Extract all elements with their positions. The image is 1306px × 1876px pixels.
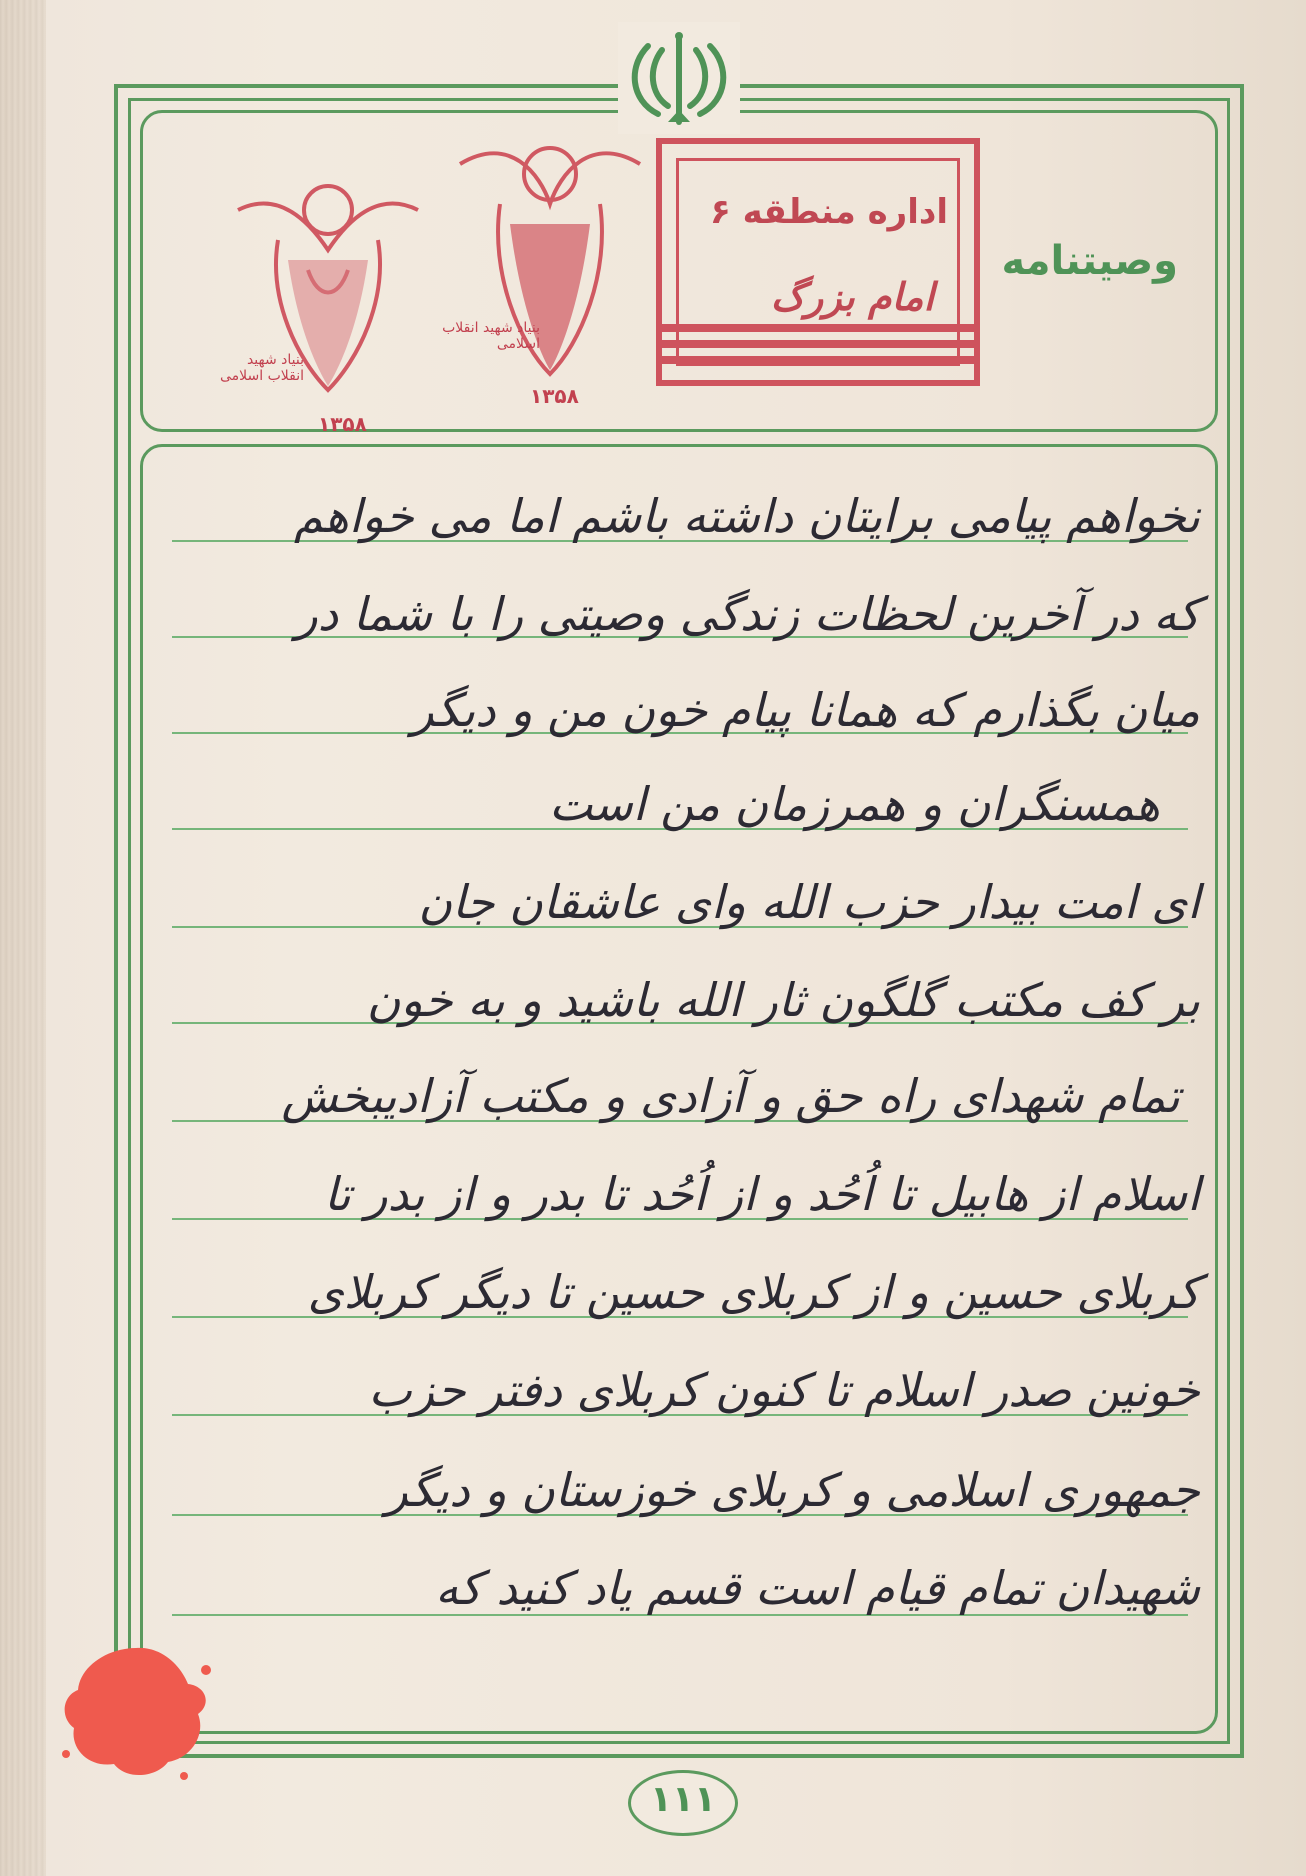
page-stack-edge [0, 0, 46, 1876]
office-stamp-line-1: اداره منطقه ۶ [710, 192, 948, 232]
page-number: ۱۱۱ [650, 1779, 716, 1820]
handwritten-line: تمام شهدای راه حق و آزادی و مکتب آزادیبخش [281, 1069, 1180, 1123]
martyrs-foundation-seal-icon [440, 114, 660, 404]
seal-caption: بنیاد شهید انقلاب اسلامی [220, 352, 304, 384]
handwritten-line: اسلام از هابیل تا اُحُد و از اُحُد تا بدر و از بدر تا [323, 1167, 1200, 1221]
handwritten-line: که در آخرین لحظات زندگی وصیتی را با شما در [295, 587, 1200, 641]
handwritten-line: جمهوری اسلامی و کربلای خوزستان و دیگر [385, 1463, 1200, 1517]
seal-year: ۱۳۵۸ [530, 384, 579, 408]
handwritten-line: ای امت بیدار حزب الله وای عاشقان جان [418, 875, 1200, 929]
handwritten-line: بر کف مکتب گلگون ثار الله باشید و به خون [366, 973, 1200, 1027]
red-blot-icon [56, 1634, 216, 1784]
seal-caption: بنیاد شهید انقلاب اسلامی [442, 320, 540, 352]
handwritten-line: نخواهم پیامی برایتان داشته باشم اما می خواهم [294, 489, 1200, 543]
page-number-badge [628, 1770, 738, 1836]
handwritten-line: میان بگذارم که همانا پیام خون من و دیگر [411, 683, 1200, 737]
seal-year: ۱۳۵۸ [318, 412, 367, 436]
handwritten-line: خونین صدر اسلام تا کنون کربلای دفتر حزب [368, 1363, 1200, 1417]
handwritten-line: شهیدان تمام قیام است قسم یاد کنید که [435, 1561, 1200, 1615]
office-stamp-bars [662, 324, 974, 364]
handwritten-line: کربلای حسین و از کربلای حسین تا دیگر کربلای [307, 1265, 1200, 1319]
office-stamp-line-2: امام بزرگ [770, 274, 934, 319]
office-stamp [656, 138, 980, 386]
handwritten-line: همسنگران و همرزمان من است [549, 777, 1160, 831]
page-title: وصیتنامه [1001, 238, 1178, 284]
